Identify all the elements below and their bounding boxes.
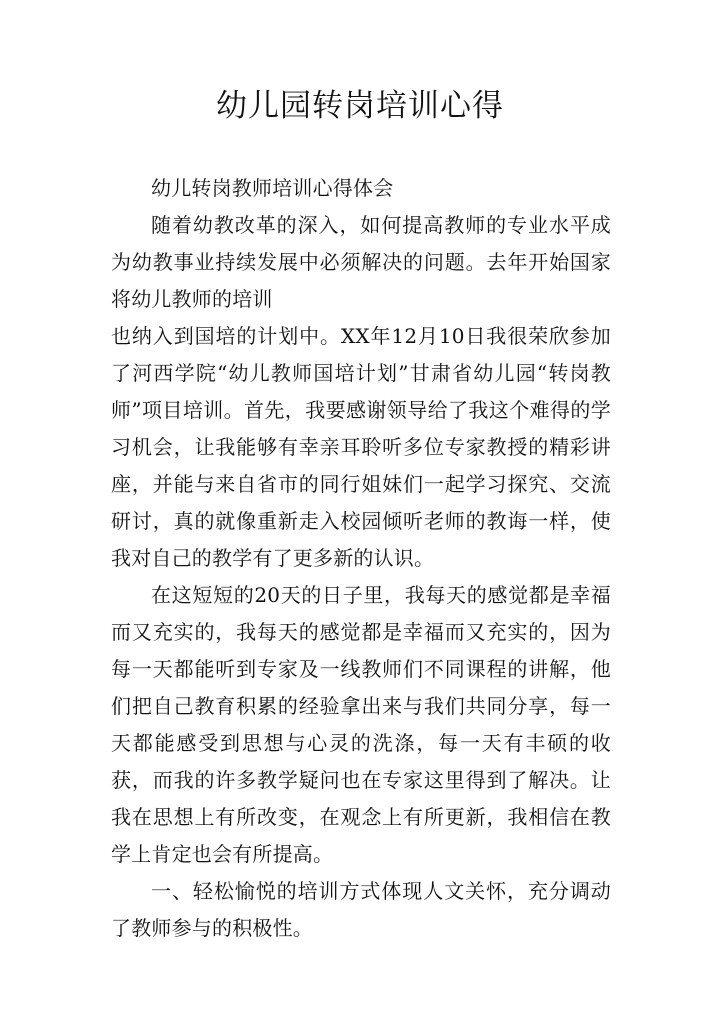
document-body (111, 170, 611, 947)
paragraph-twenty-days: 在这短短的20天的日子里，我每天的感觉都是幸福而又充实的，我每天的感觉都是幸福而又充实的，因为每一天都能听到专家及一线教师们不同课程的讲解，他们把自己教育积累的经验拿出来与我们共同分享，每一天都能感受到思想与心灵的洗涤，每一天有丰硕的收获，而我的许多教学疑问也在专家这里得到了解决。让我在思想上有所改变，在观念上有所更新，我相信在教学上肯定也会有所提高。 (111, 583, 611, 866)
paragraph-subtitle: 幼儿转岗教师培训心得体会 (151, 176, 394, 200)
document-title: 幼儿园转岗培训心得 (216, 88, 504, 124)
paragraph-intro: 随着幼教改革的深入，如何提高教师的专业水平成为幼教事业持续发展中必须解决的问题。去年开始国家将幼儿教师的培训 (111, 213, 611, 311)
paragraph-section-one: 一、轻松愉悦的培训方式体现人文关怀，充分调动了教师参与的积极性。 (111, 879, 611, 940)
paragraph-training-detail: 也纳入到国培的计划中。XX年12月10日我很荣欣参加了河西学院“幼儿教师国培计划”甘肃省幼儿园“转岗教师”项目培训。首先，我要感谢领导给了我这个难得的学习机会，让我能够有幸亲耳聆听多位专家教授的精彩讲座，并能与来自省市的同行姐妹们一起学习探究、交流研讨，真的就像重新走入校园倾听老师的教诲一样，使我对自己的教学有了更多新的认识。 (111, 324, 611, 570)
